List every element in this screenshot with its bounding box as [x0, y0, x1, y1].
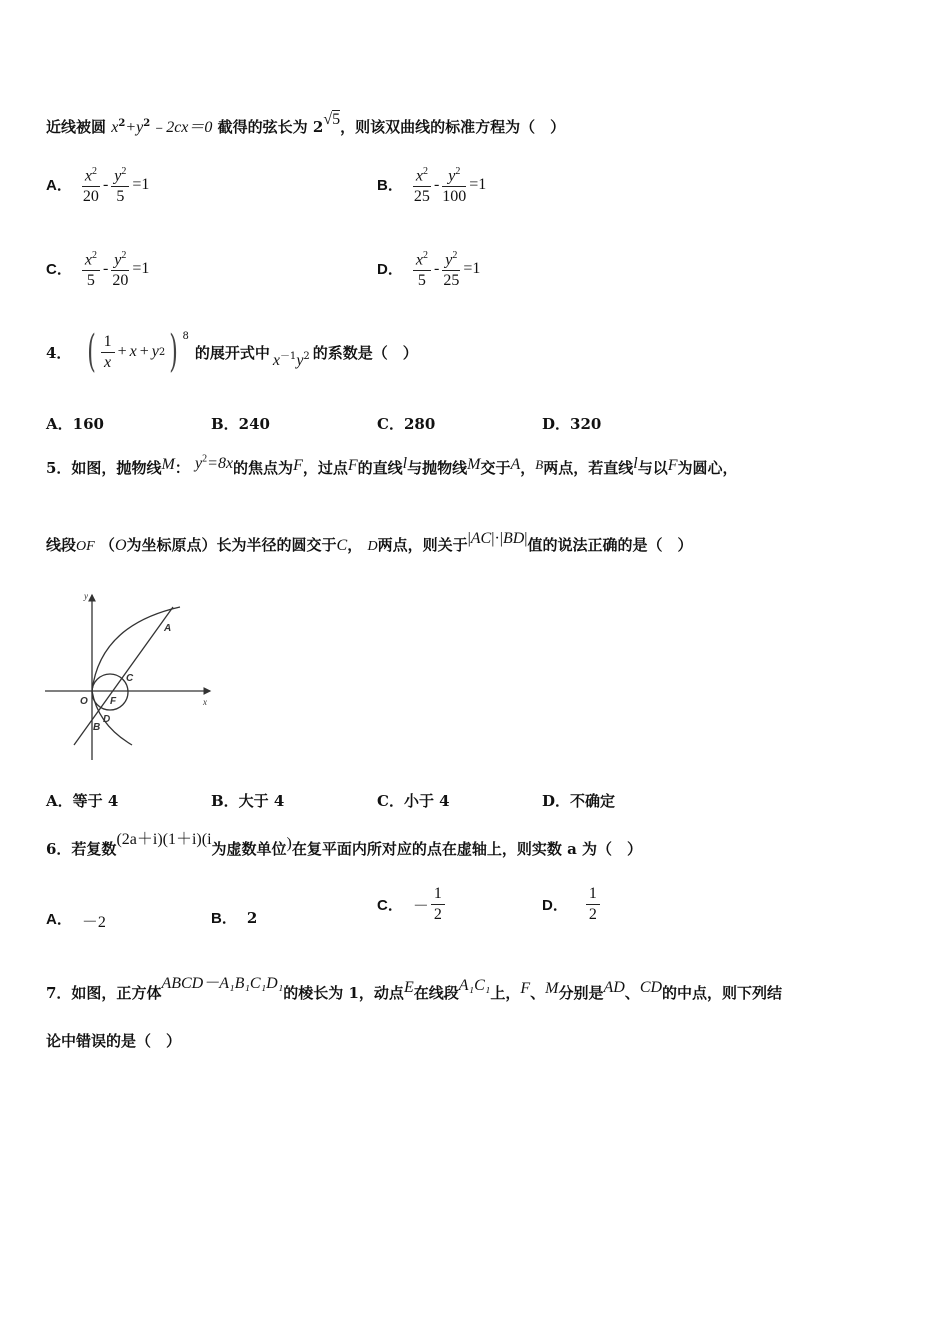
q5-stem-line2: 线段OF （O为坐标原点）长为半径的圆交于C， D两点，则关于|AC|·|BD|值的说法正确的是（ ）	[46, 530, 693, 554]
label-c: C	[126, 673, 134, 684]
q6-option-c[interactable]: C． － $\frac{1}{2}$	[377, 884, 445, 925]
q4-option-d[interactable]: D．320	[542, 415, 602, 433]
q6-option-b[interactable]: B． 2	[211, 908, 258, 927]
label-o: O	[80, 696, 88, 707]
label-y: y	[84, 591, 88, 601]
label-a: A	[164, 623, 172, 634]
q5-figure	[40, 585, 220, 765]
q4-option-a[interactable]: A．160	[46, 415, 104, 433]
q4-option-b[interactable]: B．240	[211, 415, 270, 433]
q5-stem-line1: 5．如图，抛物线M： $y^2=8x$的焦点为F，过点F的直线l与抛物线M交于A，B两点，若直线l与以F为圆心，	[46, 453, 738, 477]
q7-stem-line1: 7．如图，正方体ABCD－A₁B₁C₁D₁的棱长为 1，动点E在线段A₁C₁上，F、M分别是AD、CD的中点，则下列结	[46, 975, 783, 1002]
q3-option-c[interactable]: C． $\frac{x^2}{5}$ - $\frac{y^2}{20}$ =1	[46, 246, 152, 291]
q4-stem: 4． ( $\frac{1}{x}$ + x + y 2 ) $^8$ 的展开式中 $x^{-1}y^2$ 的系数是（ ）	[46, 326, 418, 377]
q5-option-a[interactable]: A．等于 4	[46, 792, 119, 810]
line-l	[74, 607, 173, 745]
label-b: B	[93, 722, 101, 733]
q6-option-d[interactable]: D． $\frac{1}{2}$	[542, 884, 600, 925]
q5-option-d[interactable]: D．不确定	[542, 792, 616, 810]
q5-option-b[interactable]: B．大于 4	[211, 792, 285, 810]
label-d: D	[103, 714, 111, 725]
q4-option-c[interactable]: C．280	[377, 415, 436, 433]
q3-option-d[interactable]: D． $\frac{x^2}{5}$ - $\frac{y^2}{25}$ =1	[377, 246, 483, 291]
label-x: x	[203, 697, 207, 707]
q3-option-b[interactable]: B． $\frac{x^2}{25}$ - $\frac{y^2}{100}$ =1	[377, 162, 489, 207]
q3-stem: 近线被圆 $x^2+y^2﹣2cx=0$ 截得的弦长为 2√5，则该双曲线的标准方程为（ ）	[46, 111, 566, 136]
q3-option-a[interactable]: A． $\frac{x^2}{20}$ - $\frac{y^2}{5}$ =1	[46, 162, 152, 207]
label-f: F	[110, 696, 117, 707]
q6-option-a[interactable]: A． －2	[46, 911, 106, 931]
q7-stem-line2: 论中错误的是（ ）	[46, 1032, 182, 1050]
q6-stem: 6．若复数(2a＋i)(1＋i)(i为虚数单位)在复平面内所对应的点在虚轴上，则实数 a 为（ ）	[46, 831, 643, 858]
q5-option-c[interactable]: C．小于 4	[377, 792, 450, 810]
